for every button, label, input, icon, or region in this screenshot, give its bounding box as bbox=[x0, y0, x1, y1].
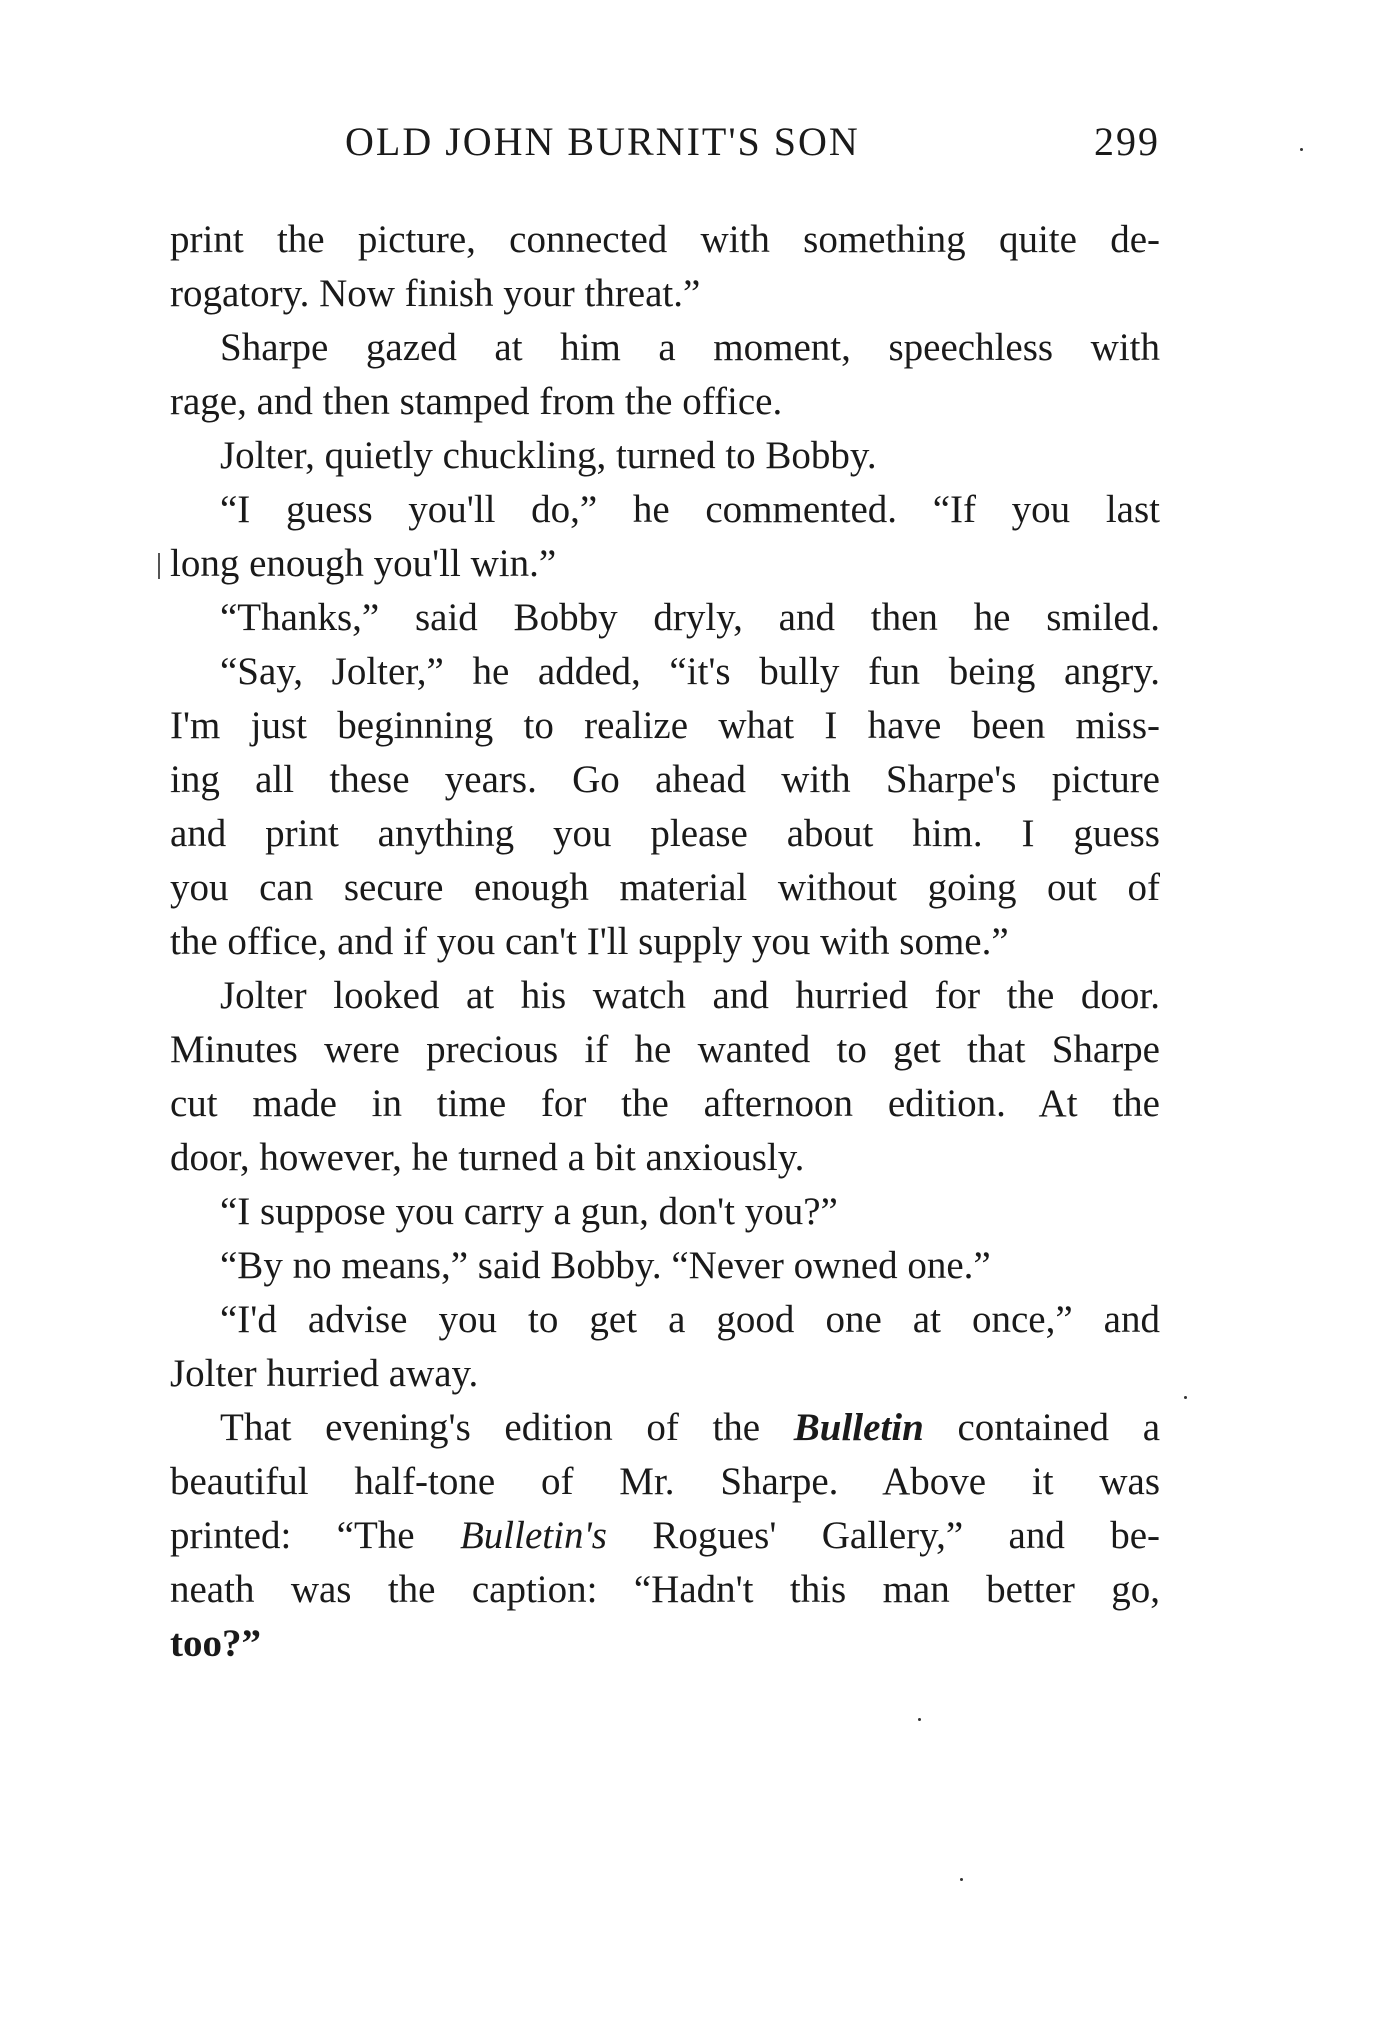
newspaper-name: Bulletin bbox=[793, 1406, 924, 1449]
paper-speck bbox=[960, 1878, 963, 1881]
text-line: door, however, he turned a bit anxiously. bbox=[170, 1136, 805, 1179]
text-line: beautiful half-tone of Mr. Sharpe. Above it was bbox=[170, 1460, 1160, 1503]
text-line: Jolter, quietly chuckling, turned to Bobby. bbox=[220, 434, 877, 477]
text-line: “I'd advise you to get a good one at once,” and bbox=[220, 1298, 1160, 1341]
text-line: rogatory. Now finish your threat.” bbox=[170, 272, 701, 315]
running-title: OLD JOHN BURNIT'S SON bbox=[345, 119, 860, 164]
text-line: print the picture, connected with something quite de- bbox=[170, 218, 1160, 261]
paper-speck bbox=[918, 1718, 921, 1721]
text-line: “Thanks,” said Bobby dryly, and then he smiled. bbox=[220, 596, 1160, 639]
text-line: “I suppose you carry a gun, don't you?” bbox=[220, 1190, 838, 1233]
text-line: too?” bbox=[170, 1622, 261, 1665]
text-line: ing all these years. Go ahead with Sharpe's picture bbox=[170, 758, 1160, 801]
margin-mark bbox=[158, 553, 163, 579]
text-line: “By no means,” said Bobby. “Never owned one.” bbox=[220, 1244, 991, 1287]
text-segment: Rogues' Gallery,” and be- bbox=[652, 1514, 1161, 1557]
text-line: Minutes were precious if he wanted to get that Sharpe bbox=[170, 1028, 1160, 1071]
text-line: neath was the caption: “Hadn't this man better go, bbox=[170, 1568, 1160, 1611]
text-line: Sharpe gazed at him a moment, speechless with bbox=[220, 326, 1160, 369]
text-segment: contained a bbox=[957, 1406, 1161, 1449]
text-segment: printed: “The bbox=[170, 1514, 415, 1557]
text-line: Jolter looked at his watch and hurried for the door. bbox=[220, 974, 1160, 1017]
newspaper-name: Bulletin's bbox=[459, 1514, 607, 1557]
text-segment: That evening's edition of the bbox=[220, 1406, 761, 1449]
text-line: you can secure enough material without going out of bbox=[170, 866, 1160, 909]
paper-speck bbox=[1300, 148, 1303, 151]
text-line: rage, and then stamped from the office. bbox=[170, 380, 783, 423]
running-head bbox=[345, 118, 1160, 178]
text-line: “Say, Jolter,” he added, “it's bully fun being angry. bbox=[220, 650, 1160, 693]
text-line bbox=[170, 1509, 1160, 1563]
text-line: I'm just beginning to realize what I have been miss- bbox=[170, 704, 1160, 747]
text-line: long enough you'll win.” bbox=[170, 542, 557, 585]
text-line: “I guess you'll do,” he commented. “If you last bbox=[220, 488, 1160, 531]
text-line: cut made in time for the afternoon edition. At the bbox=[170, 1082, 1160, 1125]
text-line: the office, and if you can't I'll supply you with some.” bbox=[170, 920, 1009, 963]
text-line: and print anything you please about him. I guess bbox=[170, 812, 1160, 855]
body-text bbox=[170, 213, 1160, 1671]
text-line: Jolter hurried away. bbox=[170, 1352, 479, 1395]
paper-speck bbox=[1184, 1396, 1187, 1399]
page-number: 299 bbox=[1094, 119, 1160, 164]
text-line bbox=[170, 1401, 1160, 1455]
